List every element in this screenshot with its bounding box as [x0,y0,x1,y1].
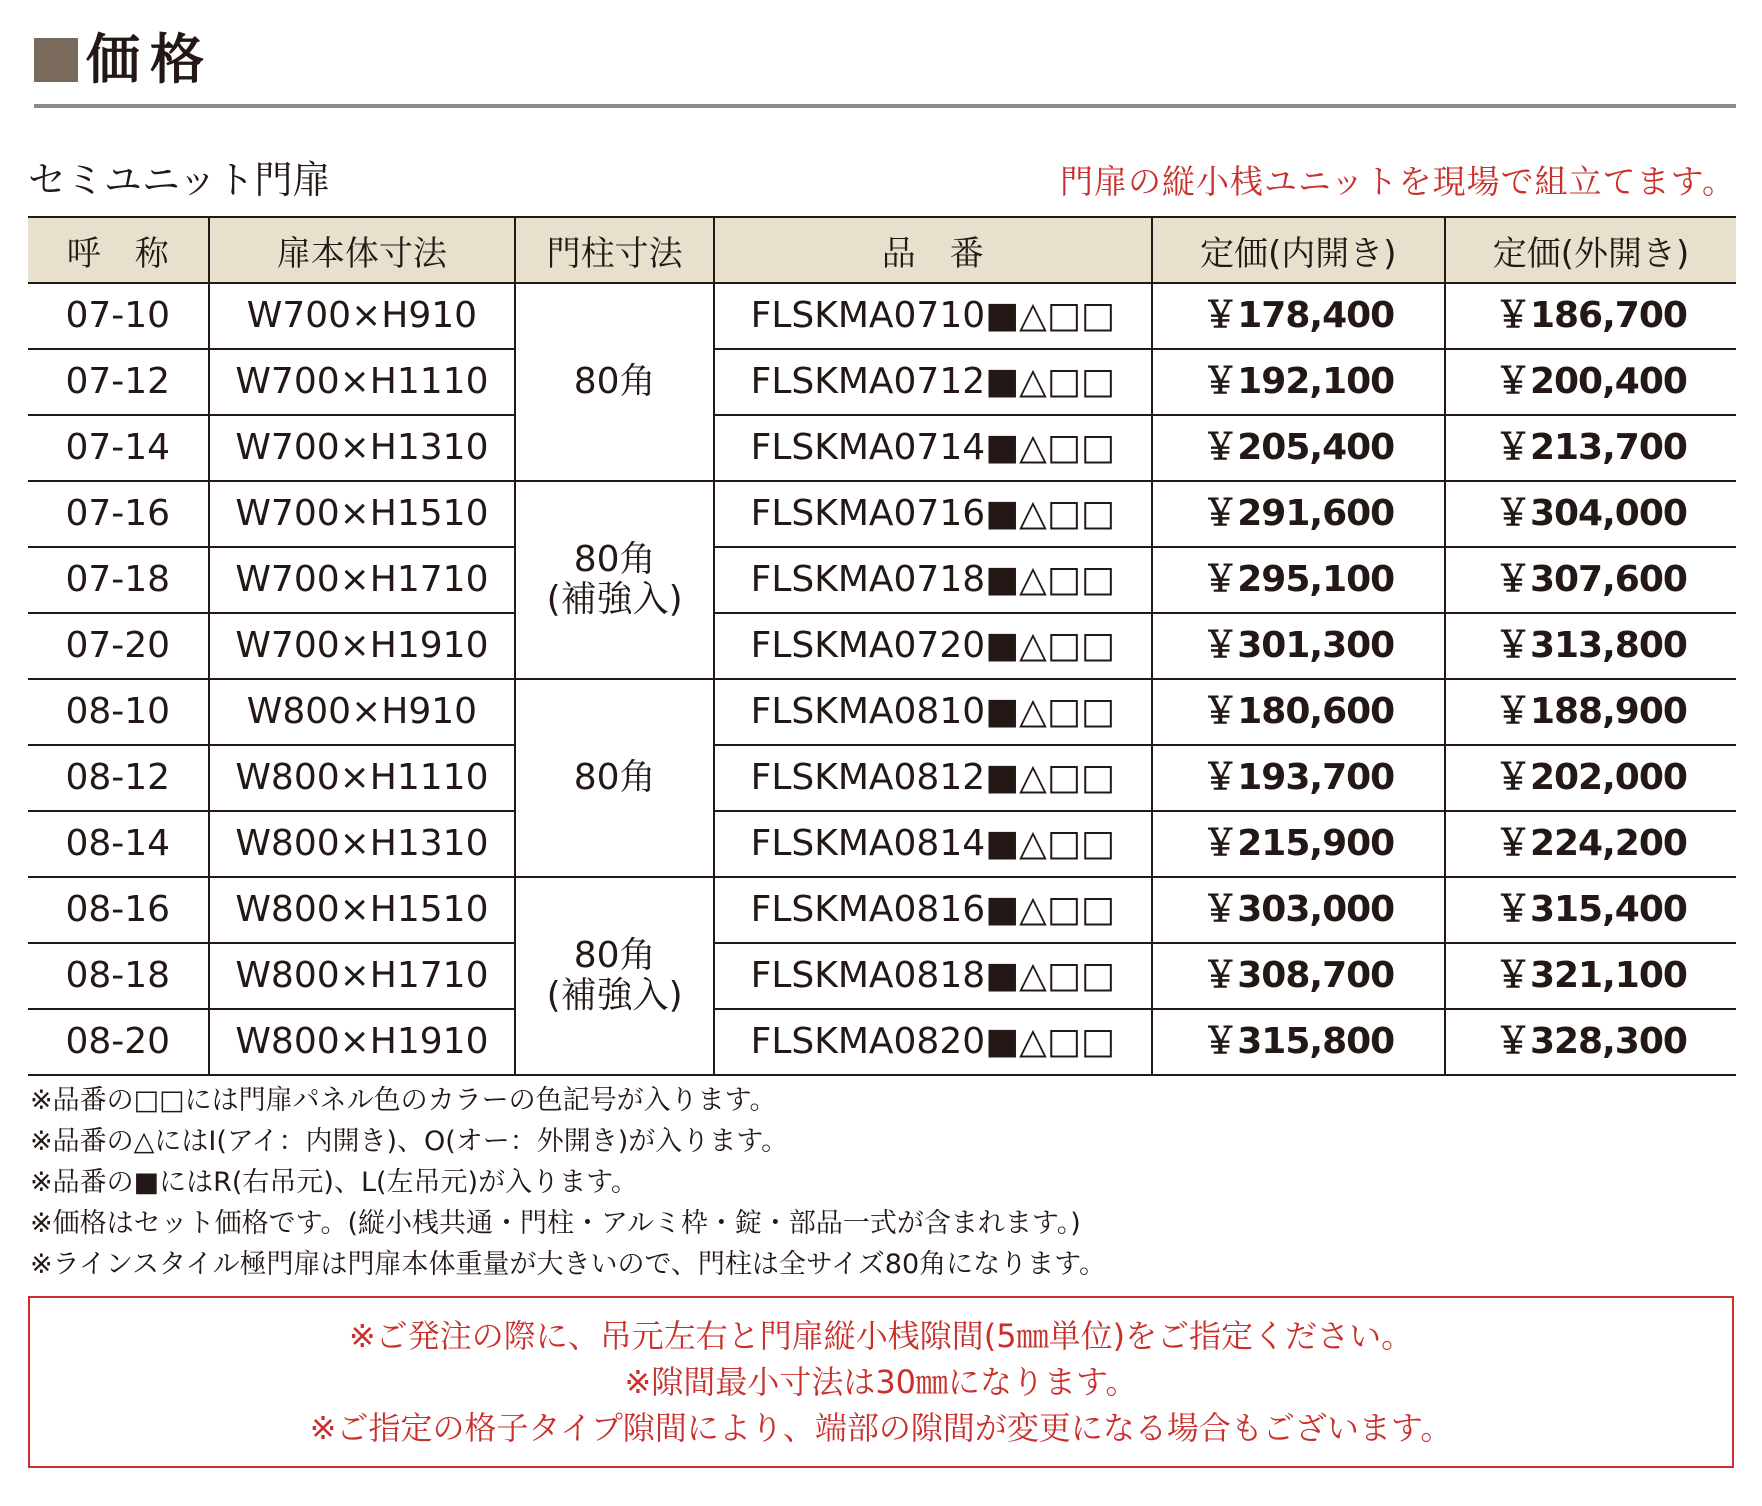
row-code: 07-18 [28,547,209,613]
row-price-in: ￥303,000 [1152,877,1445,943]
row-code: 07-14 [28,415,209,481]
footnote: ※品番の□□には門扉パネル色のカラーの色記号が入ります。 [30,1085,777,1116]
row-size: W800×H1710 [209,943,516,1009]
row-price-in: ￥291,600 [1152,481,1445,547]
notice-line: ※ご指定の格子タイプ隙間により、端部の隙間が変更になる場合もございます。 [309,1409,1453,1447]
table-row [28,679,1736,745]
row-size: W700×H910 [209,283,516,349]
row-part-number: FLSKMA0712■△□□ [714,349,1152,415]
footnote: ※ラインスタイル極門扉は門扉本体重量が大きいので、門柱は全サイズ80角になります。 [30,1249,1106,1280]
post-size-line2: (補強入) [546,579,683,620]
post-size-cell [515,877,714,1075]
table-row [28,349,1736,415]
row-price-out: ￥202,000 [1445,745,1736,811]
post-size-line1: 80角 [573,935,656,976]
row-price-in: ￥180,600 [1152,679,1445,745]
row-price-in: ￥301,300 [1152,613,1445,679]
row-size: W800×H910 [209,679,516,745]
row-code: 07-20 [28,613,209,679]
row-code: 08-14 [28,811,209,877]
row-code: 08-12 [28,745,209,811]
notice-line: ※ご発注の際に、吊元左右と門扉縦小桟隙間(5㎜単位)をご指定ください。 [348,1317,1414,1355]
footnote: ※価格はセット価格です。(縦小桟共通・門柱・アルミ枠・錠・部品一式が含まれます。) [30,1208,1081,1239]
table-row [28,1009,1736,1075]
post-size-line1: 80角 [573,757,656,798]
table-row [28,745,1736,811]
table-row [28,283,1736,349]
row-code: 07-12 [28,349,209,415]
row-size: W800×H1510 [209,877,516,943]
row-code: 08-16 [28,877,209,943]
row-part-number: FLSKMA0812■△□□ [714,745,1152,811]
row-part-number: FLSKMA0720■△□□ [714,613,1152,679]
post-size-cell [515,283,714,481]
row-price-in: ￥178,400 [1152,283,1445,349]
heading-square-icon [34,38,78,82]
header-size: 扉本体寸法 [209,217,516,283]
row-part-number: FLSKMA0818■△□□ [714,943,1152,1009]
row-part-number: FLSKMA0816■△□□ [714,877,1152,943]
row-price-in: ￥192,100 [1152,349,1445,415]
row-price-out: ￥315,400 [1445,877,1736,943]
page-title: 価格 [86,28,214,91]
footnote: ※品番の■にはR(右吊元)、L(左吊元)が入ります。 [30,1167,638,1198]
row-price-out: ￥224,200 [1445,811,1736,877]
row-size: W700×H1510 [209,481,516,547]
row-part-number: FLSKMA0716■△□□ [714,481,1152,547]
table-row [28,481,1736,547]
table-row [28,547,1736,613]
post-size-cell [515,481,714,679]
row-code: 08-20 [28,1009,209,1075]
row-price-in: ￥205,400 [1152,415,1445,481]
row-part-number: FLSKMA0710■△□□ [714,283,1152,349]
section-subtitle: セミユニット門扉 [28,158,331,202]
row-size: W800×H1110 [209,745,516,811]
table-row [28,613,1736,679]
footnotes [30,1080,1106,1285]
post-size-line1: 80角 [573,361,656,402]
row-code: 07-16 [28,481,209,547]
table-row [28,415,1736,481]
order-notice-box [28,1296,1734,1468]
row-price-out: ￥213,700 [1445,415,1736,481]
row-price-out: ￥313,800 [1445,613,1736,679]
header-post: 門柱寸法 [515,217,714,283]
row-price-in: ￥295,100 [1152,547,1445,613]
row-size: W800×H1910 [209,1009,516,1075]
row-size: W700×H1310 [209,415,516,481]
header-price-in: 定価(内開き) [1152,217,1445,283]
row-part-number: FLSKMA0714■△□□ [714,415,1152,481]
row-price-out: ￥328,300 [1445,1009,1736,1075]
table-header-row [28,217,1736,283]
row-size: W800×H1310 [209,811,516,877]
price-table [28,216,1736,1076]
row-price-out: ￥188,900 [1445,679,1736,745]
table-row [28,811,1736,877]
post-size-line1: 80角 [573,539,656,580]
row-price-out: ￥186,700 [1445,283,1736,349]
header-price-out: 定価(外開き) [1445,217,1736,283]
row-code: 08-10 [28,679,209,745]
footnote: ※品番の△にはI(アイ：内開き)、O(オー：外開き)が入ります。 [30,1126,789,1157]
row-code: 07-10 [28,283,209,349]
table-row [28,877,1736,943]
notice-line: ※隙間最小寸法は30㎜になります。 [624,1363,1138,1401]
row-size: W700×H1710 [209,547,516,613]
row-part-number: FLSKMA0814■△□□ [714,811,1152,877]
row-price-in: ￥315,800 [1152,1009,1445,1075]
header-code: 呼 称 [28,217,209,283]
row-price-out: ￥304,000 [1445,481,1736,547]
row-size: W700×H1110 [209,349,516,415]
row-price-in: ￥215,900 [1152,811,1445,877]
row-price-in: ￥193,700 [1152,745,1445,811]
table-row [28,943,1736,1009]
page-heading [34,30,214,90]
heading-divider [34,104,1736,108]
row-part-number: FLSKMA0820■△□□ [714,1009,1152,1075]
header-part-number: 品 番 [714,217,1152,283]
row-part-number: FLSKMA0718■△□□ [714,547,1152,613]
row-size: W700×H1910 [209,613,516,679]
row-part-number: FLSKMA0810■△□□ [714,679,1152,745]
row-price-out: ￥307,600 [1445,547,1736,613]
post-size-line2: (補強入) [546,975,683,1016]
post-size-cell [515,679,714,877]
row-price-in: ￥308,700 [1152,943,1445,1009]
row-price-out: ￥200,400 [1445,349,1736,415]
row-price-out: ￥321,100 [1445,943,1736,1009]
section-note: 門扉の縦小桟ユニットを現場で組立てます。 [1059,162,1736,201]
row-code: 08-18 [28,943,209,1009]
